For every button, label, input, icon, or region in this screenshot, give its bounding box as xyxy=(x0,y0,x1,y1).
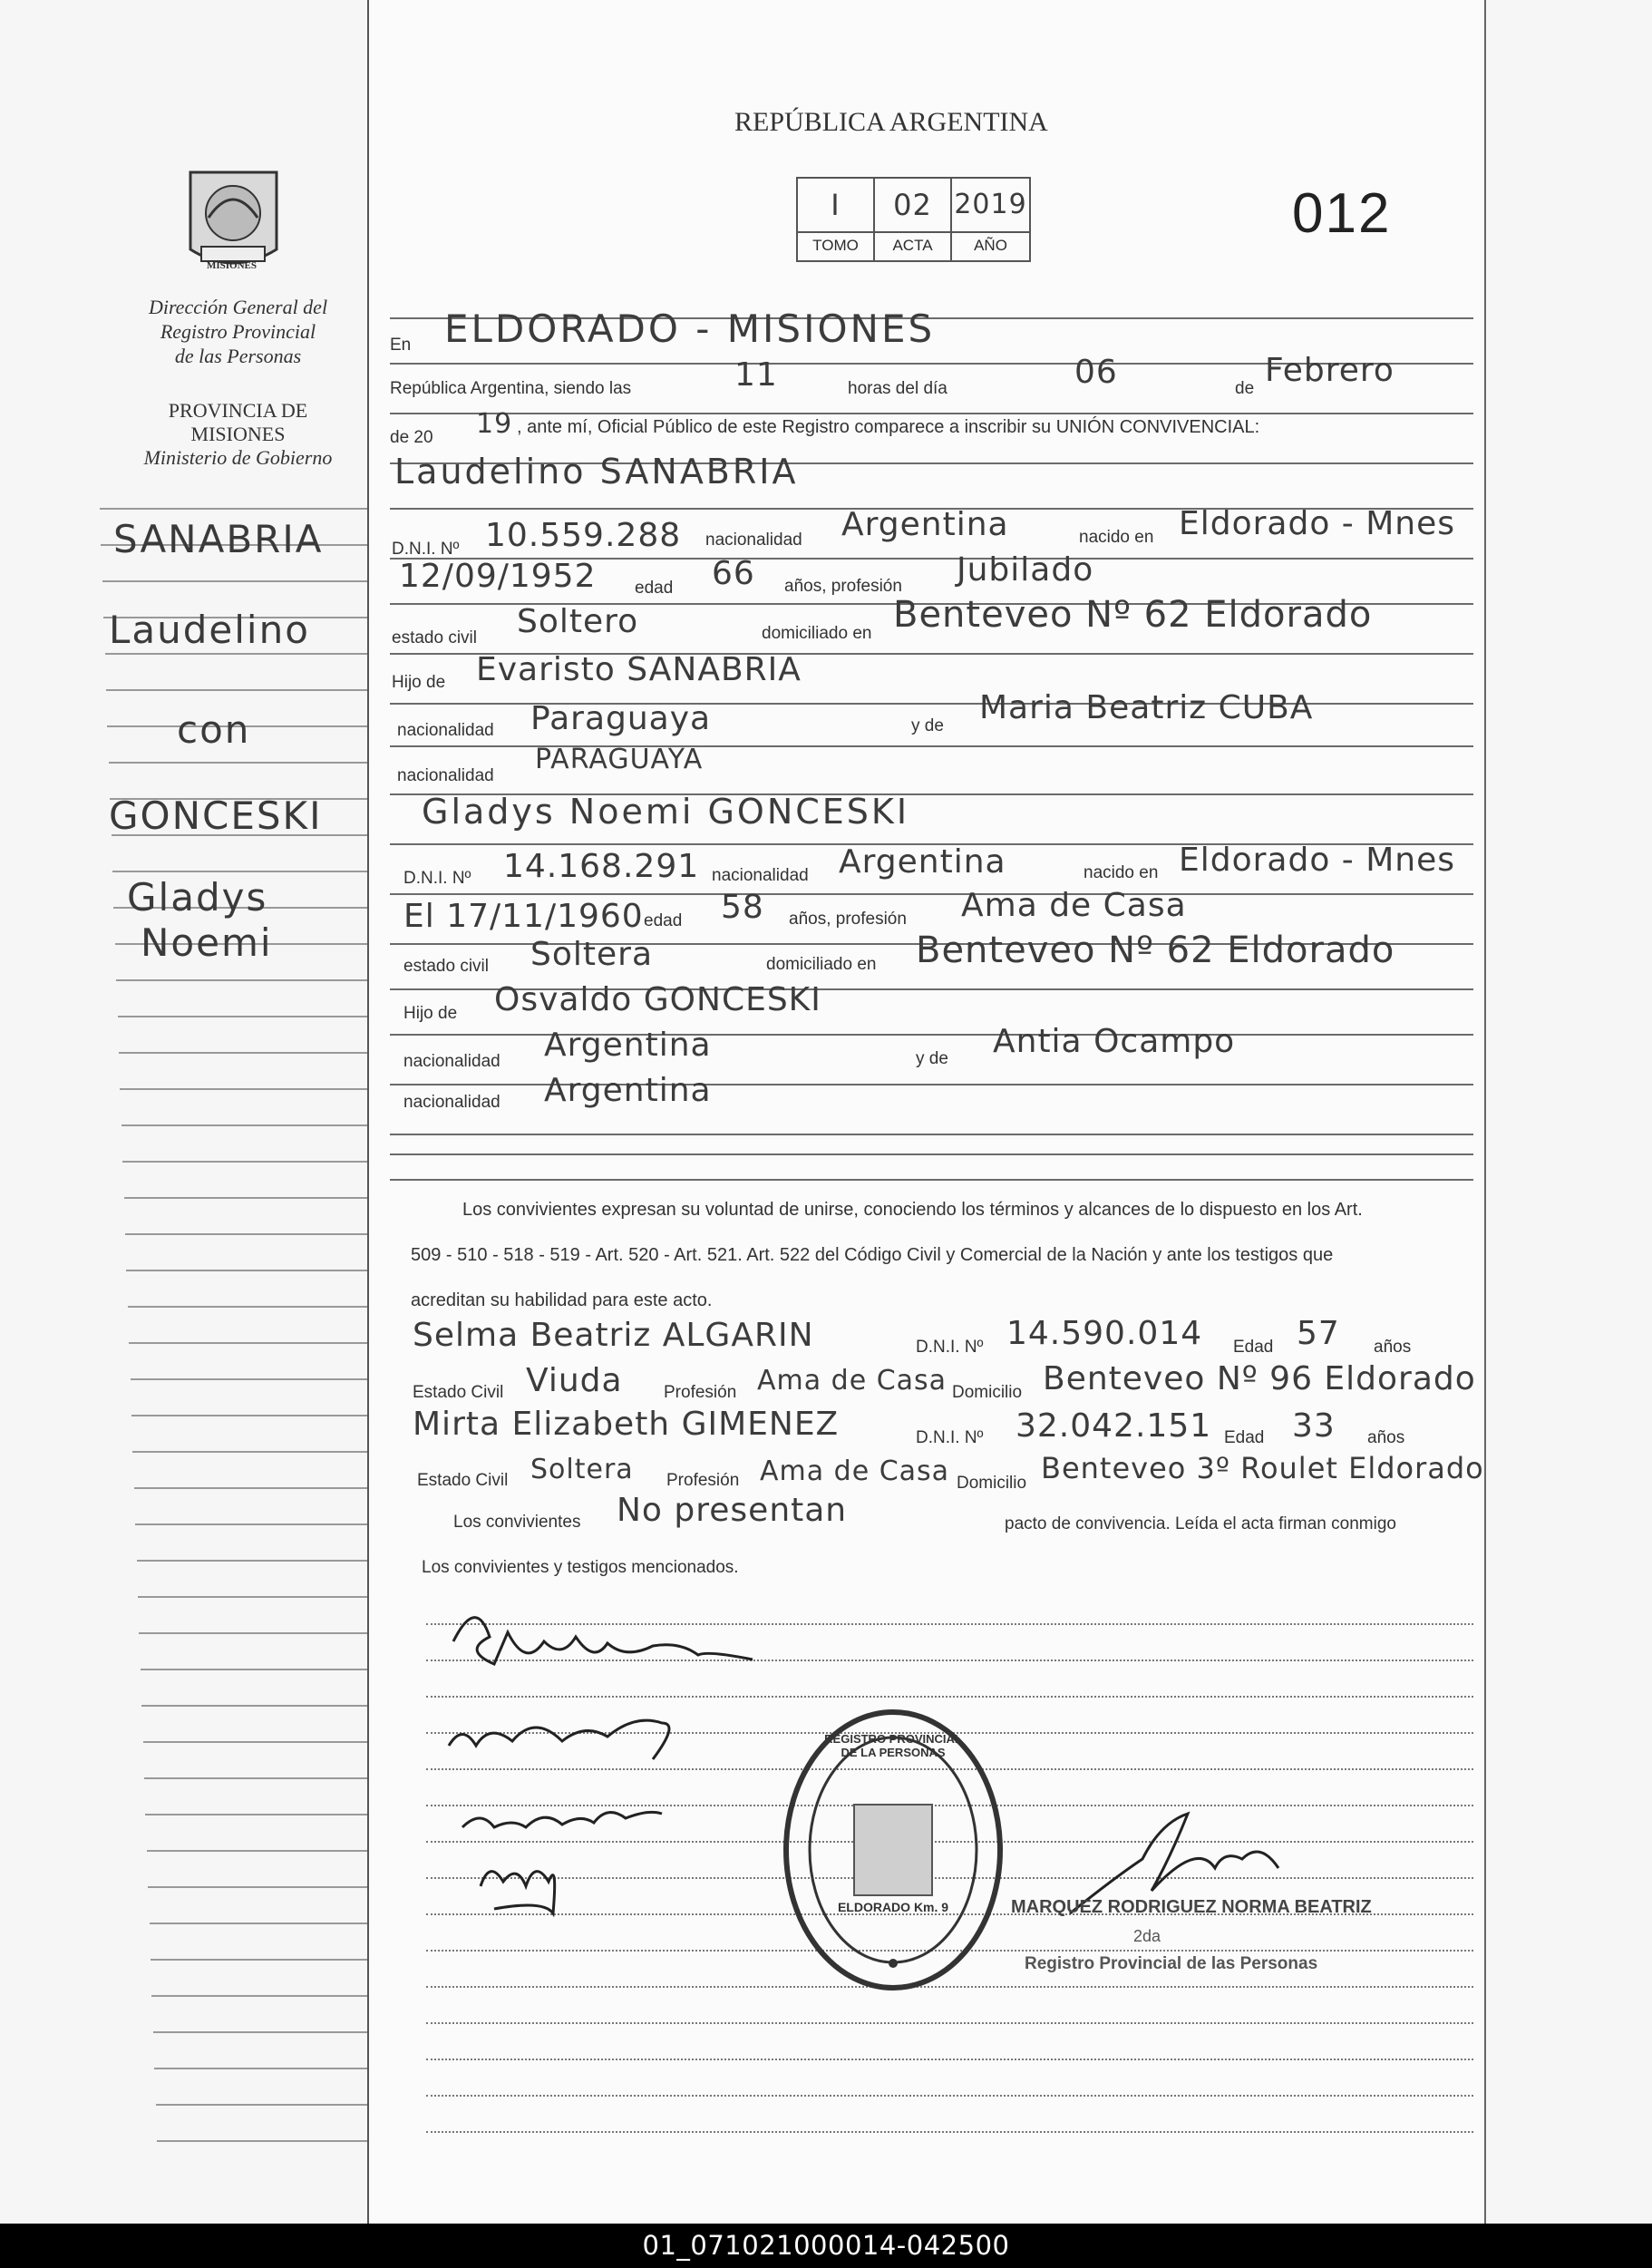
margin-name-4: GONCESKI xyxy=(109,793,323,838)
acta-box xyxy=(796,177,1031,262)
hour-value: 11 xyxy=(734,356,778,394)
witness2-profesion: Ama de Casa xyxy=(760,1455,950,1487)
witness2-name: Mirta Elizabeth GIMENEZ xyxy=(413,1406,840,1443)
person1-name: Laudelino SANABRIA xyxy=(394,452,799,492)
declaration-line1: Los convivientes expresan su voluntad de unirse, conociendo los términos y alcances de lo dispuesto en los Art. xyxy=(462,1200,1363,1220)
acta-cell xyxy=(875,179,952,260)
person2-dni: 14.168.291 xyxy=(503,848,700,885)
signatures xyxy=(426,1587,807,1932)
witness2-domicilio-label: Domicilio xyxy=(957,1474,1027,1493)
person2-yde-label: y de xyxy=(916,1049,948,1068)
witness1-dni: 14.590.014 xyxy=(1006,1315,1203,1352)
ano-value: 2019 xyxy=(954,189,1027,220)
seal-inner-text: ELDORADO Km. 9 xyxy=(837,1900,949,1914)
intro-text: , ante mí, Oficial Público de este Registro comparece a inscribir su UNIÓN CONVIVENCIAL: xyxy=(517,417,1260,437)
margin-rule-line xyxy=(132,1451,404,1453)
person2-dni-label: D.N.I. Nº xyxy=(403,869,471,888)
person2-estado: Soltera xyxy=(530,936,654,973)
seal-ring-text: REGISTRO PROVINCIAL DE LA PERSONAS xyxy=(824,1732,962,1759)
margin-rule-line xyxy=(119,1052,391,1054)
margin-rule-line xyxy=(109,762,381,764)
margin-rule-line xyxy=(131,1415,403,1416)
pact-line2: Los convivientes y testigos mencionados. xyxy=(422,1558,739,1577)
witness1-edad-label: Edad xyxy=(1233,1338,1274,1357)
person1-madre: Maria Beatriz CUBA xyxy=(979,689,1314,726)
tomo-label: TOMO xyxy=(798,231,873,258)
person2-padre-nac: Argentina xyxy=(544,1027,712,1064)
person2-madre: Antia Ocampo xyxy=(993,1023,1236,1060)
witness2-estado: Soltera xyxy=(530,1454,634,1485)
person2-birth: El 17/11/1960 xyxy=(403,898,644,935)
signature-witness-1 xyxy=(462,1812,662,1827)
person1-padre: Evaristo SANABRIA xyxy=(476,651,802,688)
institution-line3: de las Personas xyxy=(174,345,302,367)
country-title: REPÚBLICA ARGENTINA xyxy=(734,107,1048,137)
tomo-cell xyxy=(798,179,875,260)
person2-estado-label: estado civil xyxy=(403,957,489,976)
person2-profesion: Ama de Casa xyxy=(961,887,1187,924)
margin-rule-line xyxy=(105,653,377,655)
person1-padre-nac-label: nacionalidad xyxy=(397,721,494,740)
person1-domicilio-label: domiciliado en xyxy=(762,624,872,643)
person2-domicilio: Benteveo Nº 62 Eldorado xyxy=(916,930,1395,971)
person2-padre-nac-label: nacionalidad xyxy=(403,1052,500,1071)
witness1-domicilio: Benteveo Nº 96 Eldorado xyxy=(1043,1360,1476,1397)
official-role: 2da xyxy=(1133,1927,1161,1945)
margin-rule-line xyxy=(125,1233,397,1235)
form-rule-line xyxy=(390,1153,1473,1155)
person1-nac-label: nacionalidad xyxy=(705,530,802,550)
person1-madre-nac: PARAGUAYA xyxy=(535,744,704,775)
signature-rule-line xyxy=(426,2022,1473,2024)
de-label: de xyxy=(1235,379,1255,398)
witness2-dni-label: D.N.I. Nº xyxy=(916,1428,984,1447)
institution-block xyxy=(118,295,358,368)
province-logo xyxy=(181,163,286,281)
form-rule-line xyxy=(390,1134,1473,1135)
margin-rule-line xyxy=(100,508,372,510)
republica-label: República Argentina, siendo las xyxy=(390,379,632,398)
ministry-label: Ministerio de Gobierno xyxy=(143,446,333,469)
signature-rule-line xyxy=(426,2059,1473,2060)
person2-edad-label: edad xyxy=(644,911,683,930)
witness1-estado-label: Estado Civil xyxy=(413,1383,504,1402)
margin-rule-line xyxy=(135,1523,407,1525)
signature-rule-line xyxy=(426,2095,1473,2097)
form-rule-line xyxy=(390,893,1473,895)
tomo-value: I xyxy=(831,188,841,222)
person1-nacido: Eldorado - Mnes xyxy=(1179,505,1456,542)
person1-nacido-label: nacido en xyxy=(1079,528,1154,547)
place-value: ELDORADO - MISIONES xyxy=(444,307,936,351)
margin-name-3: con xyxy=(177,707,251,752)
witness1-profesion-label: Profesión xyxy=(664,1383,737,1402)
horas-label: horas del día xyxy=(848,379,947,398)
form-rule-line xyxy=(390,1179,1473,1181)
person2-domicilio-label: domiciliado en xyxy=(766,955,877,974)
folio-number: 012 xyxy=(1292,182,1392,245)
person2-padre: Osvaldo GONCESKI xyxy=(494,981,821,1018)
witness1-domicilio-label: Domicilio xyxy=(952,1383,1023,1402)
person2-nacido: Eldorado - Mnes xyxy=(1179,842,1456,879)
margin-name-6: Noemi xyxy=(141,920,273,965)
province-line1: PROVINCIA DE xyxy=(168,399,308,422)
signature-convivient-1 xyxy=(453,1618,753,1664)
margin-rule-line xyxy=(126,1270,398,1271)
person1-hijo-label: Hijo de xyxy=(392,673,446,692)
ano-label: AÑO xyxy=(952,231,1029,258)
witness1-profesion: Ama de Casa xyxy=(757,1365,947,1397)
ano-cell xyxy=(952,179,1029,260)
witness2-profesion-label: Profesión xyxy=(666,1471,740,1490)
declaration-line2: 509 - 510 - 518 - 519 - Art. 520 - Art. 521. Art. 522 del Código Civil y Comercial de la Nación y ante los testigos que xyxy=(411,1245,1334,1265)
margin-name-5: Gladys xyxy=(127,875,268,920)
institution-line1: Dirección General del xyxy=(148,296,328,318)
person2-madre-nac-label: nacionalidad xyxy=(403,1093,500,1112)
person1-birth: 12/09/1952 xyxy=(399,558,597,595)
witness2-edad-label: Edad xyxy=(1224,1428,1265,1447)
registry-seal xyxy=(780,1705,1006,1995)
person1-madre-nac-label: nacionalidad xyxy=(397,766,494,785)
acta-value: 02 xyxy=(893,188,932,222)
document-code: 01_071021000014-042500 xyxy=(642,2230,1010,2261)
signature-convivient-2 xyxy=(449,1720,669,1759)
margin-rule-line xyxy=(129,1342,401,1344)
margin-rule-line xyxy=(118,1016,390,1017)
person2-anos-label: años, profesión xyxy=(789,910,907,929)
margin-rule-line xyxy=(124,1197,396,1199)
pact-label: Los convivientes xyxy=(453,1513,581,1532)
pact-tail: pacto de convivencia. Leída el acta firman conmigo xyxy=(1005,1514,1396,1533)
margin-rule-line xyxy=(112,871,384,872)
witness1-anos-label: años xyxy=(1374,1338,1412,1357)
margin-rule-line xyxy=(120,1088,392,1090)
person2-nacido-label: nacido en xyxy=(1084,863,1159,882)
en-label: En xyxy=(390,336,412,355)
margin-rule-line xyxy=(134,1487,406,1489)
witness2-dni: 32.042.151 xyxy=(1015,1407,1212,1445)
margin-rule-line xyxy=(122,1161,394,1163)
month-value: Febrero xyxy=(1265,352,1394,389)
person2-nac-label: nacionalidad xyxy=(712,866,809,885)
witness1-edad: 57 xyxy=(1297,1315,1340,1352)
person1-estado-label: estado civil xyxy=(392,628,477,647)
pact-value: No presentan xyxy=(617,1492,848,1529)
person1-dni-label: D.N.I. Nº xyxy=(392,540,460,559)
person1-nac: Argentina xyxy=(841,506,1009,543)
year-prefix: de 20 xyxy=(390,428,433,447)
margin-rule-line xyxy=(128,1306,400,1308)
witness1-estado: Viuda xyxy=(526,1362,623,1399)
person1-anos-label: años, profesión xyxy=(784,577,902,596)
institution-line2: Registro Provincial xyxy=(160,320,316,343)
official-name: MARQUEZ RODRIGUEZ NORMA BEATRIZ xyxy=(1011,1897,1372,1917)
province-line2: MISIONES xyxy=(190,423,286,445)
witness2-domicilio: Benteveo 3º Roulet Eldorado xyxy=(1041,1451,1484,1485)
margin-name-1: SANABRIA xyxy=(113,517,324,561)
person2-hijo-label: Hijo de xyxy=(403,1004,458,1023)
signature-rule-line xyxy=(426,2131,1473,2133)
witness2-estado-label: Estado Civil xyxy=(417,1471,509,1490)
person1-padre-nac: Paraguaya xyxy=(530,700,712,737)
person1-estado: Soltero xyxy=(517,603,639,640)
year-suffix: 19 xyxy=(476,408,513,440)
person2-edad: 58 xyxy=(721,889,764,926)
witness1-dni-label: D.N.I. Nº xyxy=(916,1338,984,1357)
person1-edad-label: edad xyxy=(635,579,674,598)
person1-domicilio: Benteveo Nº 62 Eldorado xyxy=(893,594,1373,636)
person1-yde-label: y de xyxy=(911,716,944,735)
margin-rule-line xyxy=(121,1124,394,1126)
person1-profesion: Jubilado xyxy=(957,551,1094,589)
person2-madre-nac: Argentina xyxy=(544,1072,712,1109)
margin-rule-line xyxy=(102,580,374,582)
person2-name: Gladys Noemi GONCESKI xyxy=(422,792,910,832)
margin-rule-line xyxy=(106,689,378,691)
document-code-bar xyxy=(0,2224,1652,2268)
witness1-name: Selma Beatriz ALGARIN xyxy=(413,1317,814,1354)
margin-rule-line xyxy=(131,1378,403,1380)
province-block xyxy=(118,399,358,470)
logo-text: MISIONES xyxy=(207,260,258,271)
acta-label: ACTA xyxy=(875,231,950,258)
person1-edad: 66 xyxy=(712,555,755,592)
witness2-anos-label: años xyxy=(1367,1428,1405,1447)
margin-name-2: Laudelino xyxy=(109,608,310,652)
witness2-edad: 33 xyxy=(1292,1407,1336,1445)
declaration-line3: acreditan su habilidad para este acto. xyxy=(411,1290,713,1310)
margin-rule-line xyxy=(116,979,388,981)
day-value: 06 xyxy=(1074,354,1118,391)
signature-witness-2 xyxy=(481,1872,555,1913)
official-org: Registro Provincial de las Personas xyxy=(1025,1954,1318,1973)
person1-dni: 10.559.288 xyxy=(485,517,682,554)
person2-nac: Argentina xyxy=(839,843,1006,881)
form-rule-line xyxy=(390,413,1473,414)
